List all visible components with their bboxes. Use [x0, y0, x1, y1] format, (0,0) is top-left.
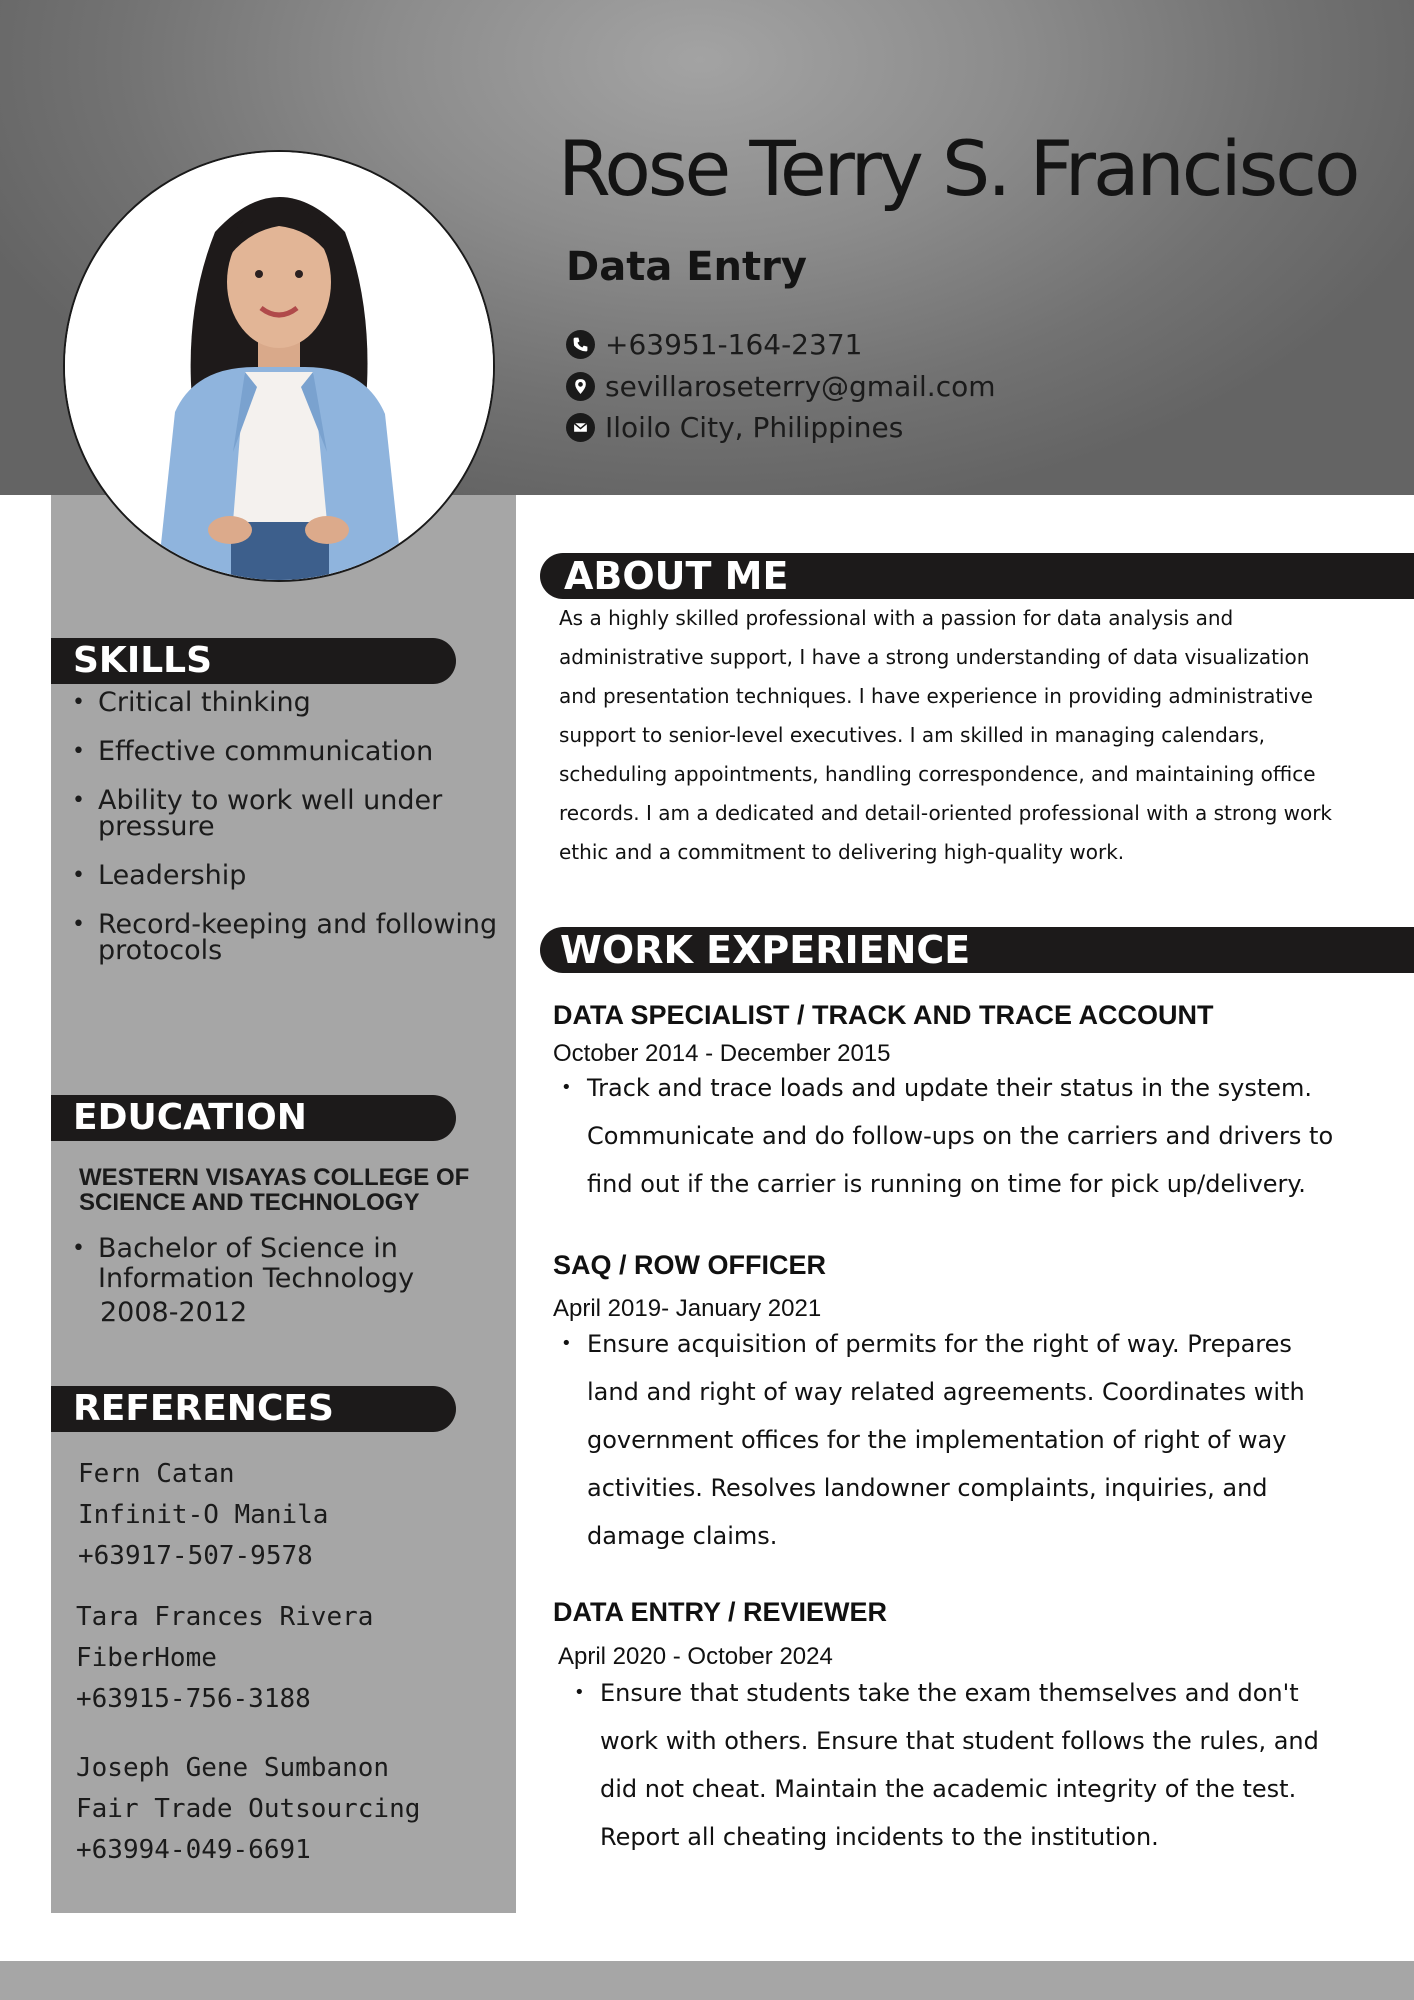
job-dates: April 2020 - October 2024	[558, 1643, 833, 1670]
list-item: • Effective communication	[72, 739, 502, 765]
education-degree: • Bachelor of Science in Information Technology	[72, 1234, 502, 1294]
mail-icon	[566, 413, 595, 442]
about-text: As a highly skilled professional with a passion for data analysis and administrative support, I have a strong understanding of data visualization and presentation techniques. I have experience in providing administrative support to senior-level executives. I am skilled in managing calendars, scheduling appointments, handling correspondence, and maintaining office records. I am a dedicated and detail-oriented professional with a strong work ethic and a commitment to delivering high-quality work.	[559, 606, 1333, 864]
about-heading: ABOUT ME	[540, 553, 1414, 599]
reference-name: Joseph Gene Sumbanon	[76, 1753, 390, 1783]
reference-company: FiberHome	[76, 1643, 217, 1673]
contact-location-text: Iloilo City, Philippines	[605, 411, 904, 444]
skills-heading: SKILLS	[51, 638, 456, 684]
job-title: DATA SPECIALIST / TRACK AND TRACE ACCOUNT	[553, 1000, 1214, 1030]
list-item: • Ability to work well under pressure	[72, 788, 502, 840]
reference-entry	[78, 1454, 328, 1577]
footer-bar	[0, 1961, 1414, 2000]
profile-photo	[63, 150, 495, 582]
job-dates: April 2019- January 2021	[553, 1295, 822, 1322]
education-heading: EDUCATION	[51, 1095, 456, 1141]
job-dates: October 2014 - December 2015	[553, 1040, 891, 1067]
education-school: WESTERN VISAYAS COLLEGE OF SCIENCE AND TECHNOLOGY	[79, 1164, 470, 1216]
reference-phone: +63917-507-9578	[78, 1541, 313, 1571]
skills-list	[72, 687, 502, 987]
work-heading: WORK EXPERIENCE	[540, 927, 1414, 973]
reference-entry	[76, 1748, 420, 1871]
phone-icon	[566, 330, 595, 359]
candidate-name: Rose Terry S. Francisco	[558, 124, 1358, 213]
contact-phone	[566, 328, 862, 361]
job-title: SAQ / ROW OFFICER	[553, 1250, 826, 1280]
reference-company: Fair Trade Outsourcing	[76, 1794, 421, 1824]
list-item: • Leadership	[72, 863, 502, 889]
reference-company: Infinit-O Manila	[78, 1500, 329, 1530]
references-heading: REFERENCES	[51, 1386, 456, 1432]
reference-name: Fern Catan	[78, 1459, 235, 1489]
education-years: 2008-2012	[100, 1297, 248, 1328]
contact-location	[566, 411, 903, 444]
reference-entry	[76, 1597, 373, 1720]
contact-phone-text: +63951-164-2371	[605, 328, 863, 361]
list-item: • Critical thinking	[72, 690, 502, 716]
job-description: • Ensure that students take the exam themselves and don't work with others. Ensure that student follows the rules, and did not cheat. Maintain the academic integrity of the test. Report all cheating incidents to the institution.	[568, 1669, 1358, 1861]
contact-email-text: sevillaroseterry@gmail.com	[605, 370, 996, 403]
reference-phone: +63915-756-3188	[76, 1684, 311, 1714]
job-description: • Ensure acquisition of permits for the right of way. Prepares land and right of way related agreements. Coordinates with government offices for the implementation of right of way activities. Resolves landowner complaints, inquiries, and damage claims.	[555, 1320, 1345, 1560]
contact-email	[566, 370, 996, 403]
job-title: DATA ENTRY / REVIEWER	[553, 1597, 888, 1627]
reference-name: Tara Frances Rivera	[76, 1602, 374, 1632]
list-item: • Record-keeping and following protocols	[72, 912, 502, 964]
job-description: • Track and trace loads and update their status in the system. Communicate and do follow-ups on the carriers and drivers to find out if the carrier is running on time for pick up/delivery.	[555, 1064, 1367, 1208]
location-pin-icon	[566, 372, 595, 401]
job-role: Data Entry	[566, 244, 807, 290]
portrait-illustration	[65, 152, 493, 580]
reference-phone: +63994-049-6691	[76, 1835, 311, 1865]
